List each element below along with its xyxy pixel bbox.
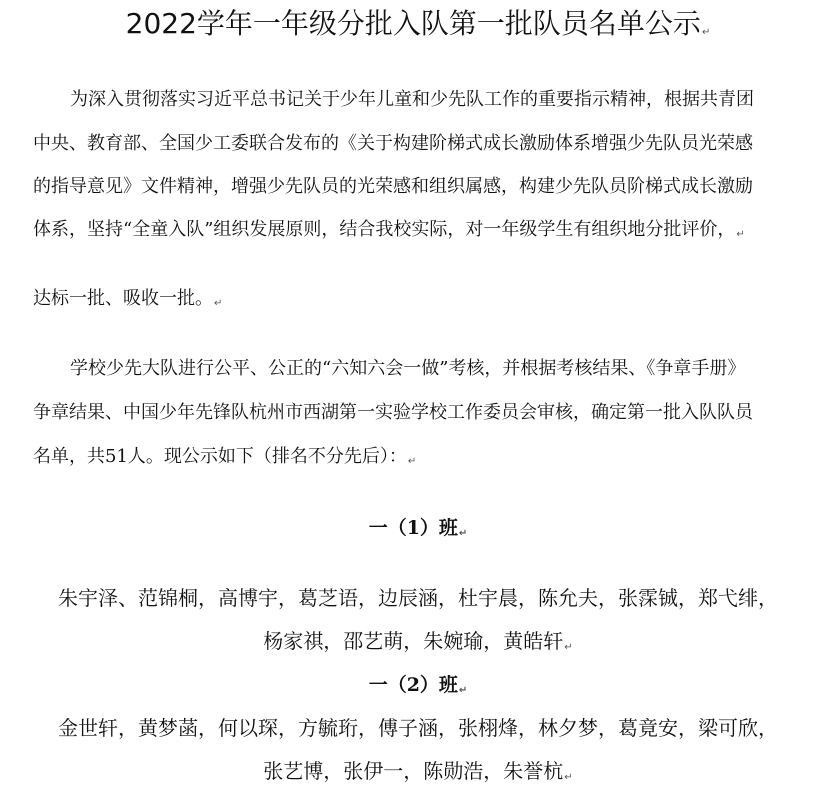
paragraph1-line3: 的指导意见》文件精神，增强少先队员的光荣感和组织属感，构建少先队员阶梯式成长激励 xyxy=(33,176,753,197)
paragraph1-line4-text: 体系，坚持“全童入队”组织发展原则，结合我校实际，对一年级学生有组织地分批评价， xyxy=(33,219,736,240)
class1-names-line2-text: 杨家祺，邵艺萌，朱婉瑜，黄皓轩 xyxy=(263,629,564,653)
paragraph3-line3-text: 名单，共51人。现公示如下（排名不分先后）： xyxy=(33,446,407,467)
paragraph3-line1: 学校少先大队进行公平、公正的“六知六会一做”考核，并根据考核结果、《争章手册》 xyxy=(70,358,746,379)
class2-names-line2-text: 张艺博，张伊一，陈勋浩，朱誉杭 xyxy=(263,759,564,783)
class2-heading xyxy=(0,670,836,706)
class1-heading xyxy=(0,513,836,549)
paragraph1-line1: 为深入贯彻落实习近平总书记关于少年儿童和少先队工作的重要指示精神，根据共青团 xyxy=(70,89,754,110)
class2-names-line1: 金世轩，黄梦菡，何以琛，方毓珩，傅子涵，张栩烽，林夕梦，葛竟安，梁可欣， xyxy=(58,716,778,740)
paragraph-mark-icon: ↵ xyxy=(458,528,468,539)
paragraph1-line4 xyxy=(33,215,745,250)
paragraph1-line2: 中央、教育部、全国少工委联合发布的《关于构建阶梯式成长激励体系增强少先队员光荣感 xyxy=(33,133,753,154)
paragraph-mark-icon: ↵ xyxy=(458,685,468,696)
paragraph-mark-icon: ↵ xyxy=(214,298,223,309)
document-title xyxy=(0,4,836,53)
paragraph3-line2: 争章结果、中国少年先锋队杭州市西湖第一实验学校工作委员会审核，确定第一批入队队员 xyxy=(33,402,753,423)
paragraph-mark-icon: ↵ xyxy=(564,642,573,653)
class1-heading-text: 一（1）班 xyxy=(368,517,458,539)
paragraph-mark-icon: ↵ xyxy=(407,456,417,467)
document-title-text: 2022学年一年级分批入队第一批队员名单公示 xyxy=(125,7,701,40)
class2-heading-text: 一（2）班 xyxy=(368,674,458,696)
paragraph2-text: 达标一批、吸收一批。 xyxy=(33,288,213,309)
class1-names-line1: 朱宇泽、范锦桐，高博宇，葛芝语，边辰涵，杜宇晨，陈允夫，张霂铖，郑弋绯， xyxy=(58,586,778,610)
paragraph2-line xyxy=(33,284,222,319)
class2-names-line2 xyxy=(0,755,836,794)
paragraph-mark-icon: ↵ xyxy=(701,27,711,38)
class1-names-line2 xyxy=(0,625,836,664)
paragraph-mark-icon: ↵ xyxy=(736,229,745,240)
paragraph-mark-icon: ↵ xyxy=(564,772,573,783)
paragraph3-line3 xyxy=(33,442,416,477)
